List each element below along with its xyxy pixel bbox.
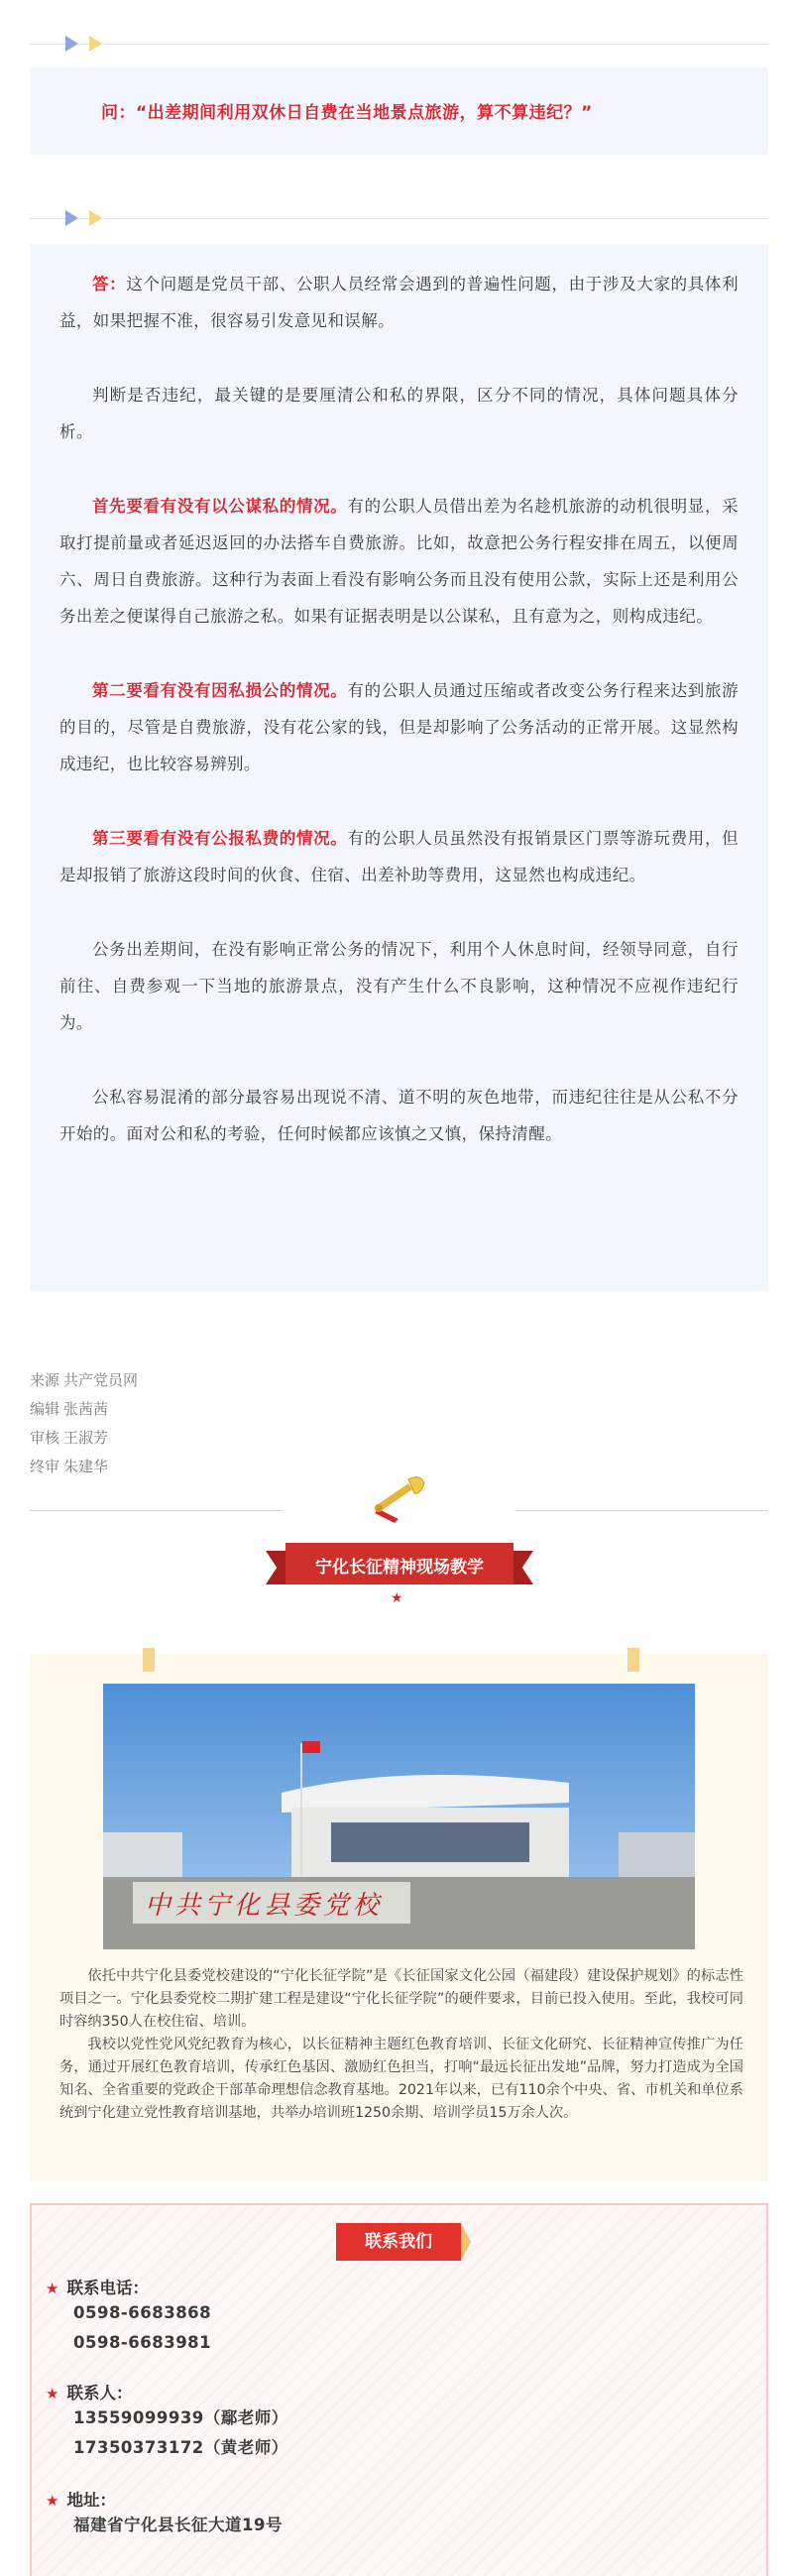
answer-paragraph: 公私容易混淆的部分最容易出现说不清、道不明的灰色地带，而违纪往往是从公私不分开始的。面对公和私的考验，任何时候都应该慎之又慎，保持清醒。 xyxy=(59,1088,739,1143)
contact-phone: ★ 联系电话： 0598-6683868 0598-6683981 xyxy=(46,2275,211,2358)
article-credits xyxy=(30,1366,142,1481)
answer-paragraph: 首先要看有没有以公谋私的情况。有的公职人员借出差为名趁机旅游的动机很明显，采取打提前量或者延迟返回的办法搭车自费旅游。比如，故意把公务行程安排在周五，以便周六、周日自费旅游。这种行为表面上看没有影响公务而且没有使用公款，实际上还是利用公务出差之便谋得自己旅游之私。如果有证据表明是以公谋私，且有意为之，则构成违纪。 xyxy=(59,497,740,626)
contact-title: 联系我们 xyxy=(336,2223,461,2261)
banner-ribbon xyxy=(266,1543,533,1584)
triangle-icon xyxy=(65,36,78,52)
question-text: 问：“出差期间利用双休日自费在当地景点旅游，算不算违纪？” xyxy=(101,103,593,123)
answer-paragraph: 答：这个问题是党员干部、公职人员经常会遇到的普遍性问题，由于涉及大家的具体利益，如果把握不准，很容易引发意见和误解。 xyxy=(59,275,739,330)
star-icon: ★ xyxy=(46,2385,59,2402)
school-photo xyxy=(103,1684,695,1949)
credit-line: 终审 朱建华 xyxy=(30,1458,109,1475)
photo-clip xyxy=(627,1648,639,1672)
credit-line: 审核 王淑芳 xyxy=(30,1429,109,1447)
answer-paragraph: 第二要看有没有因私损公的情况。有的公职人员通过压缩或者改变公务行程来达到旅游的目的，尽管是自费旅游，没有花公家的钱，但是却影响了公务活动的正常开展。这显然构成违纪，也比较容易辨别。 xyxy=(59,681,740,773)
credit-line: 来源 共产党员网 xyxy=(30,1371,139,1389)
contact-address: ★ 地址： 福建省宁化县长征大道19号 xyxy=(46,2487,283,2540)
triangle-icon xyxy=(65,210,78,226)
answer-paragraph: 判断是否违纪，最关键的是要厘清公和私的界限，区分不同的情况，具体问题具体分析。 xyxy=(59,386,739,441)
question-box xyxy=(30,67,768,155)
answer-paragraph: 第三要看有没有公报私费的情况。有的公职人员虽然没有报销景区门票等游玩费用，但是却报销了旅游这段时间的伙食、住宿、出差补助等费用，这显然也构成违纪。 xyxy=(59,829,740,884)
section-divider xyxy=(30,206,768,230)
answer-paragraph: 公务出差期间，在没有影响正常公务的情况下，利用个人休息时间，经领导同意，自行前往、自费参观一下当地的旅游景点，没有产生什么不良影响，这种情况不应视作违纪行为。 xyxy=(59,940,739,1032)
school-sign: 中共宁化县委党校 xyxy=(145,1891,384,1920)
contact-person: ★ 联系人： 13559099939（鄢老师） 17350373172（黄老师） xyxy=(46,2380,288,2463)
section-divider xyxy=(30,32,768,56)
banner-title: 宁化长征精神现场教学 xyxy=(315,1558,484,1578)
answer-box xyxy=(30,244,768,1291)
address-text: 福建省宁化县长征大道19号 xyxy=(73,2516,283,2534)
photo-clip xyxy=(143,1648,155,1672)
phone-number[interactable]: 0598-6683981 xyxy=(73,2333,212,2352)
star-icon: ★ xyxy=(46,2280,59,2297)
banner-rule xyxy=(515,1510,768,1511)
bugle-icon xyxy=(369,1469,430,1525)
school-intro-card xyxy=(30,1654,768,2181)
intro-paragraph: 我校以党性党风党纪教育为核心，以长征精神主题红色教育培训、长征文化研究、长征精神宣传推广为任务，通过开展红色教育培训，传承红色基因、激励红色担当，打响“最远长征出发地”品牌，努力打造成为全国知名、全省重要的党政企干部革命理想信念教育基地。2021年以来，已有110余个中央、省、市机关和单位系统到宁化建立党性教育培训基地，共举办培训班1250余期、培训学员15万余人次。 xyxy=(59,2037,743,2121)
contact-number[interactable]: 13559099939（鄢老师） xyxy=(73,2408,288,2427)
star-icon: ★ xyxy=(46,2492,59,2510)
star-icon: ★ xyxy=(391,1590,403,1606)
intro-paragraph: 依托中共宁化县委党校建设的“宁化长征学院”是《长征国家文化公园（福建段）建设保护规划》的标志性项目之一。宁化县委党校二期扩建工程是建设“宁化长征学院”的硬件要求，目前已投入使用。至此，我校可同时容纳350人在校住宿、培训。 xyxy=(59,1968,743,2030)
phone-number[interactable]: 0598-6683868 xyxy=(73,2303,212,2322)
banner-rule xyxy=(30,1510,283,1511)
credit-line: 编辑 张茜茜 xyxy=(30,1400,109,1418)
triangle-icon xyxy=(89,210,102,226)
intro-text xyxy=(59,1965,743,2125)
triangle-icon xyxy=(89,36,102,52)
contact-number[interactable]: 17350373172（黄老师） xyxy=(73,2438,288,2457)
contact-card xyxy=(30,2203,768,2576)
